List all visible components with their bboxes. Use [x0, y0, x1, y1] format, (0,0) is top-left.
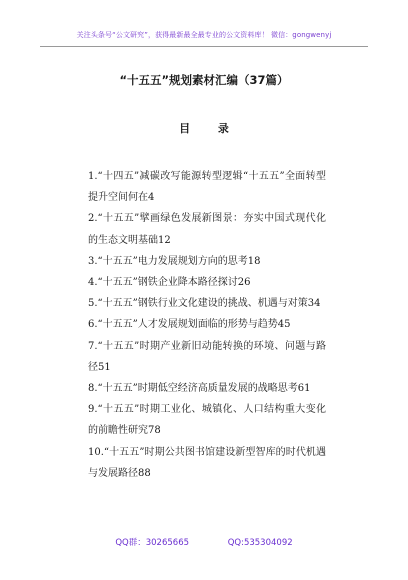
toc-item[interactable]: 8.“十五五”时期低空经济高质量发展的战略思考61 — [88, 383, 311, 395]
toc-item[interactable]: 9.“十五五”时期工业化、城镇化、人口结构重大变化的前瞻性研究78 — [88, 404, 326, 437]
footer-qq: QQ:535304092 — [227, 538, 293, 548]
toc-item[interactable]: 4.“十五五”钢铁企业降本路径探讨26 — [88, 277, 251, 289]
toc-heading: 目 录 — [179, 122, 241, 135]
header-note: 关注头条号“公文研究”，获得最新最全最专业的公文资料库！ 微信：gongwenyj — [76, 31, 332, 39]
toc-item[interactable]: 7.“十五五”时期产业新旧动能转换的环境、问题与路径51 — [88, 340, 326, 373]
toc-item[interactable]: 2.“十五五”擘画绿色发展新图景：夯实中国式现代化的生态文明基础12 — [88, 213, 326, 246]
document-title: “十五五”规划素材汇编（37篇） — [119, 73, 289, 87]
footer-contact — [0, 536, 408, 548]
header-divider — [40, 46, 368, 47]
toc-item[interactable]: 10.“十五五”时期公共图书馆建设新型智库的时代机遇与发展路径88 — [88, 446, 326, 479]
toc-item[interactable]: 6.“十五五”人才发展规划面临的形势与趋势45 — [88, 319, 291, 331]
footer-qq-group: QQ群：30265665 — [115, 538, 190, 548]
toc-item[interactable]: 3.“十五五”电力发展规划方向的思考18 — [88, 255, 261, 267]
table-of-contents — [88, 166, 326, 484]
toc-item[interactable]: 1.“十四五”减碳改写能源转型逻辑“十五五”全面转型提升空间何在4 — [88, 171, 326, 204]
toc-item[interactable]: 5.“十五五”钢铁行业文化建设的挑战、机遇与对策34 — [88, 298, 321, 310]
